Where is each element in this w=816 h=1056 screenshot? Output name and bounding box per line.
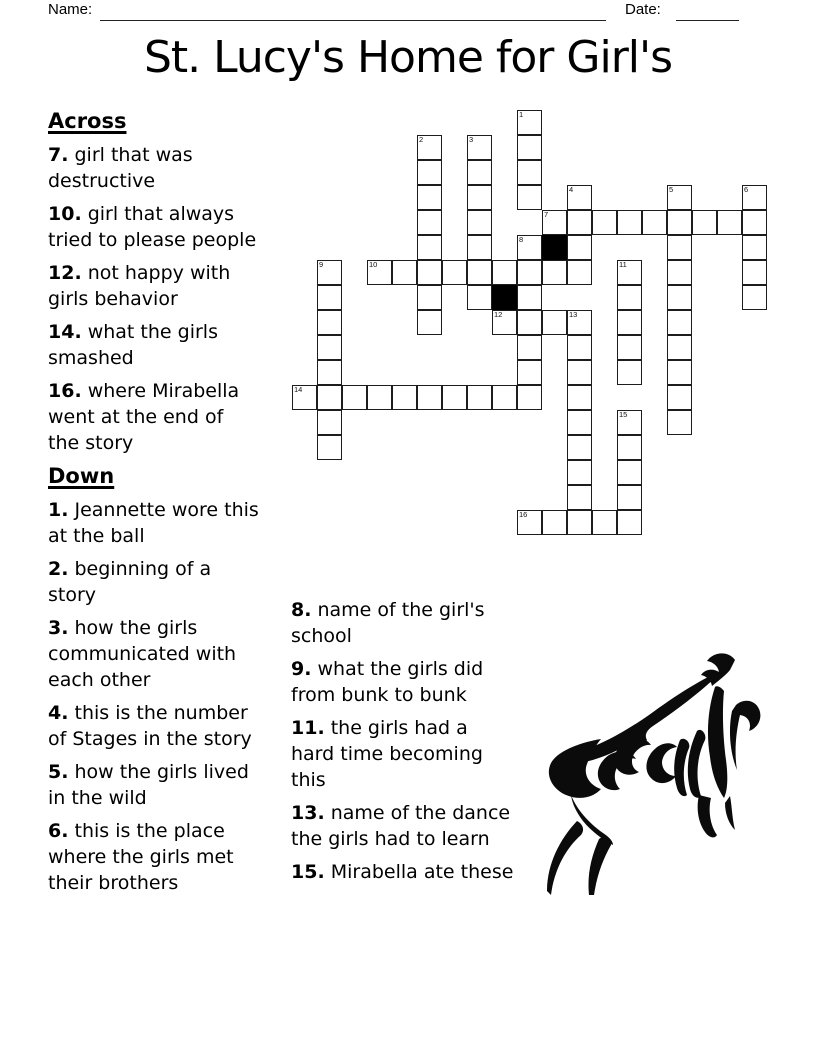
grid-cell <box>317 435 342 460</box>
grid-cell <box>542 310 567 335</box>
grid-cell <box>742 185 767 210</box>
clues-right-column <box>291 597 515 892</box>
cell-number: 8 <box>519 235 524 244</box>
clue-number: 13. <box>291 802 325 824</box>
grid-cell <box>492 310 517 335</box>
cell-number: 5 <box>669 185 674 194</box>
grid-cell <box>617 460 642 485</box>
clue-item: 12. not happy with girls behavior <box>48 262 231 310</box>
cell-number: 4 <box>569 185 574 194</box>
grid-cell <box>417 285 442 310</box>
clue-item: 1. Jeannette wore this at the ball <box>48 499 259 547</box>
clue-item: 7. girl that was destructive <box>48 144 193 192</box>
clue-item: 2. beginning of a story <box>48 558 212 606</box>
grid-cell <box>417 160 442 185</box>
grid-cell <box>417 235 442 260</box>
grid-cell <box>667 335 692 360</box>
clue-item: 9. what the girls did from bunk to bunk <box>291 658 484 706</box>
grid-cell <box>567 310 592 335</box>
howling-wolf-graphic <box>538 645 800 895</box>
grid-cell <box>667 285 692 310</box>
grid-cell <box>617 285 642 310</box>
grid-cell <box>567 210 592 235</box>
cell-number: 6 <box>744 185 749 194</box>
grid-cell <box>417 135 442 160</box>
cell-number: 11 <box>619 260 627 269</box>
across-clues-list <box>48 142 260 456</box>
grid-cell <box>567 410 592 435</box>
grid-cell <box>667 235 692 260</box>
grid-cell <box>567 360 592 385</box>
grid-cell <box>717 210 742 235</box>
clue-number: 4. <box>48 702 69 724</box>
clue-number: 9. <box>291 658 312 680</box>
down-clues-list-right <box>291 597 515 885</box>
clue-number: 15. <box>291 861 325 883</box>
grid-cell <box>567 485 592 510</box>
grid-cell <box>667 360 692 385</box>
grid-cell <box>617 335 642 360</box>
grid-cell <box>617 360 642 385</box>
grid-cell <box>517 285 542 310</box>
black-cell <box>492 285 517 310</box>
grid-cell <box>567 435 592 460</box>
grid-cell <box>567 235 592 260</box>
grid-cell <box>742 210 767 235</box>
grid-cell <box>467 260 492 285</box>
grid-cell <box>542 510 567 535</box>
clue-item: 10. girl that always tried to please people <box>48 203 257 251</box>
grid-cell <box>667 385 692 410</box>
cell-number: 10 <box>369 260 378 269</box>
grid-cell <box>517 160 542 185</box>
grid-cell <box>342 385 367 410</box>
grid-cell <box>517 335 542 360</box>
clue-item: 14. what the girls smashed <box>48 321 218 369</box>
grid-cell <box>542 260 567 285</box>
grid-cell <box>492 385 517 410</box>
cell-number: 9 <box>319 260 324 269</box>
grid-cell <box>567 335 592 360</box>
clue-item: 4. this is the number of Stages in the story <box>48 702 252 750</box>
grid-cell <box>567 385 592 410</box>
grid-cell <box>417 210 442 235</box>
grid-cell <box>442 385 467 410</box>
grid-cell <box>567 260 592 285</box>
date-label: Date: <box>625 1 661 18</box>
grid-cell <box>317 310 342 335</box>
grid-cell <box>617 485 642 510</box>
clue-number: 10. <box>48 203 82 225</box>
grid-cell <box>467 185 492 210</box>
grid-cell <box>467 135 492 160</box>
cell-number: 7 <box>544 210 549 219</box>
grid-cell <box>517 510 542 535</box>
grid-cell <box>692 210 717 235</box>
grid-cell <box>292 385 317 410</box>
name-label: Name: <box>48 1 93 18</box>
grid-cell <box>517 135 542 160</box>
grid-cell <box>617 435 642 460</box>
clue-item: 15. Mirabella ate these <box>291 861 514 883</box>
clue-number: 6. <box>48 820 69 842</box>
grid-cell <box>617 410 642 435</box>
grid-cell <box>592 510 617 535</box>
clue-item: 16. where Mirabella went at the end of the story <box>48 380 240 454</box>
grid-cell <box>367 385 392 410</box>
grid-cell <box>317 410 342 435</box>
grid-cell <box>442 260 467 285</box>
grid-cell <box>617 260 642 285</box>
grid-cell <box>542 210 567 235</box>
grid-cell <box>667 260 692 285</box>
cell-number: 15 <box>619 410 628 419</box>
grid-cell <box>517 235 542 260</box>
grid-cell <box>417 185 442 210</box>
grid-cell <box>392 260 417 285</box>
grid-cell <box>567 460 592 485</box>
down-clues-list-left <box>48 497 260 896</box>
grid-cell <box>617 510 642 535</box>
grid-cell <box>667 410 692 435</box>
clue-number: 7. <box>48 144 69 166</box>
puzzle-title: St. Lucy's Home for Girl's <box>143 32 673 83</box>
grid-cell <box>742 260 767 285</box>
grid-cell <box>317 385 342 410</box>
grid-cell <box>667 185 692 210</box>
cell-number: 16 <box>519 510 528 519</box>
clue-number: 16. <box>48 380 82 402</box>
black-cell <box>542 235 567 260</box>
grid-cell <box>467 235 492 260</box>
cell-number: 13 <box>569 310 578 319</box>
down-heading: Down <box>48 464 115 488</box>
cell-number: 3 <box>469 135 474 144</box>
across-heading: Across <box>48 109 127 133</box>
date-blank-line <box>676 20 739 21</box>
grid-cell <box>567 185 592 210</box>
cell-number: 14 <box>294 385 303 394</box>
grid-cell <box>492 260 517 285</box>
grid-cell <box>417 385 442 410</box>
grid-cell <box>367 260 392 285</box>
clue-item: 13. name of the dance the girls had to learn <box>291 802 511 850</box>
grid-cell <box>667 310 692 335</box>
clue-number: 5. <box>48 761 69 783</box>
clue-item: 6. this is the place where the girls met their brothers <box>48 820 234 894</box>
grid-cell <box>417 260 442 285</box>
grid-cell <box>517 260 542 285</box>
grid-cell <box>467 210 492 235</box>
clue-number: 8. <box>291 599 312 621</box>
grid-cell <box>317 360 342 385</box>
grid-cell <box>642 210 667 235</box>
grid-cell <box>617 210 642 235</box>
clue-number: 14. <box>48 321 82 343</box>
grid-cell <box>417 310 442 335</box>
cell-number: 12 <box>494 310 503 319</box>
grid-cell <box>617 310 642 335</box>
clue-item: 5. how the girls lived in the wild <box>48 761 249 809</box>
clue-number: 3. <box>48 617 69 639</box>
grid-cell <box>517 360 542 385</box>
clue-number: 1. <box>48 499 69 521</box>
clue-item: 3. how the girls communicated with each other <box>48 617 237 691</box>
clue-item: 8. name of the girl's school <box>291 599 485 647</box>
grid-cell <box>667 210 692 235</box>
cell-number: 1 <box>519 110 524 119</box>
grid-cell <box>392 385 417 410</box>
cell-number: 2 <box>419 135 424 144</box>
name-blank-line <box>100 20 606 21</box>
clues-left-column <box>48 108 260 903</box>
clue-number: 12. <box>48 262 82 284</box>
clue-number: 11. <box>291 717 325 739</box>
grid-cell <box>467 160 492 185</box>
grid-cell <box>742 235 767 260</box>
grid-cell <box>742 285 767 310</box>
grid-cell <box>567 510 592 535</box>
grid-cell <box>592 210 617 235</box>
grid-cell <box>467 385 492 410</box>
grid-cell <box>317 285 342 310</box>
grid-cell <box>317 335 342 360</box>
clue-number: 2. <box>48 558 69 580</box>
clue-item: 11. the girls had a hard time becoming this <box>291 717 483 791</box>
grid-cell <box>467 285 492 310</box>
grid-cell <box>517 110 542 135</box>
grid-cell <box>517 310 542 335</box>
grid-cell <box>317 260 342 285</box>
grid-cell <box>517 185 542 210</box>
grid-cell <box>517 385 542 410</box>
